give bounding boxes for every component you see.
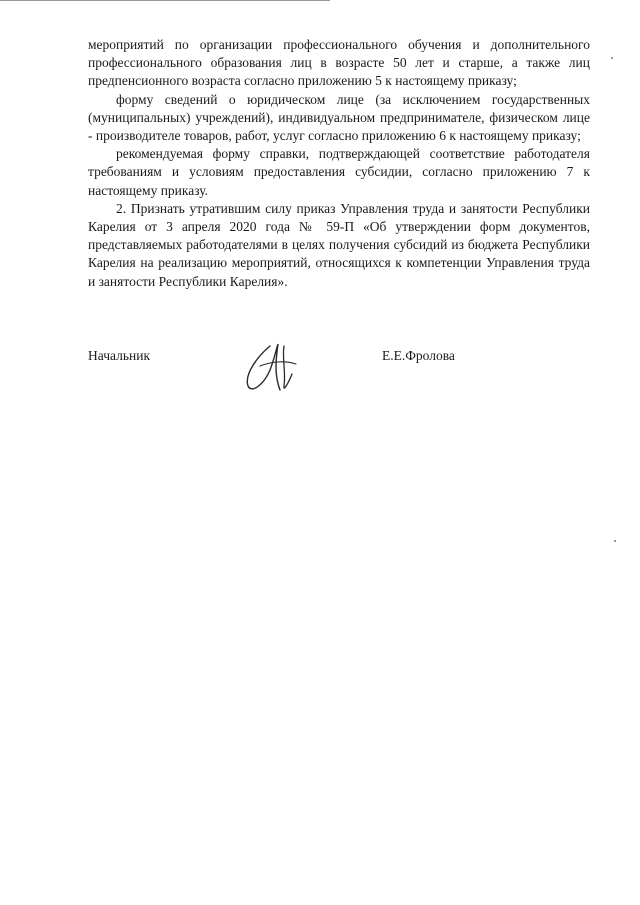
signatory-name: Е.Е.Фролова — [382, 348, 455, 363]
handwritten-signature — [240, 340, 302, 396]
paragraph-form-certificate: рекомендуемая форму справки, подтверждающей соответствие работодателя требованиям и условиям предоставления субсидии, согласно приложению 7 к настоящему приказу. — [88, 146, 590, 198]
scan-speck — [611, 57, 613, 59]
signature-block — [0, 340, 640, 400]
scan-top-edge — [0, 0, 330, 1]
paragraph-continuation: мероприятий по организации профессионального обучения и дополнительного профессионального образования лиц в возрасте 50 лет и старше, а также лиц предпенсионного возраста согласно приложению 5 к настоящему приказу; — [88, 37, 590, 89]
paragraph-form-info: форму сведений о юридическом лице (за исключением государственных (муниципальных) учреждений), индивидуальном предпринимателе, физическом лице - производителе товаров, работ, услуг согласно приложению 6 к настоящему приказу; — [88, 91, 590, 144]
document-body — [88, 36, 590, 291]
paragraph-repeal-order: 2. Признать утратившим силу приказ Управления труда и занятости Республики Карелия от 3 апреля 2020 года № 59-П «Об утверждении форм документов, представляемых работодателями в целях получения субсидий из бюджета Республики Карелия на реализацию мероприятий, относящихся к компетенции Управления труда и занятости Республики Карелия». — [88, 200, 590, 289]
signatory-title: Начальник — [88, 348, 151, 363]
scan-speck — [614, 540, 616, 542]
